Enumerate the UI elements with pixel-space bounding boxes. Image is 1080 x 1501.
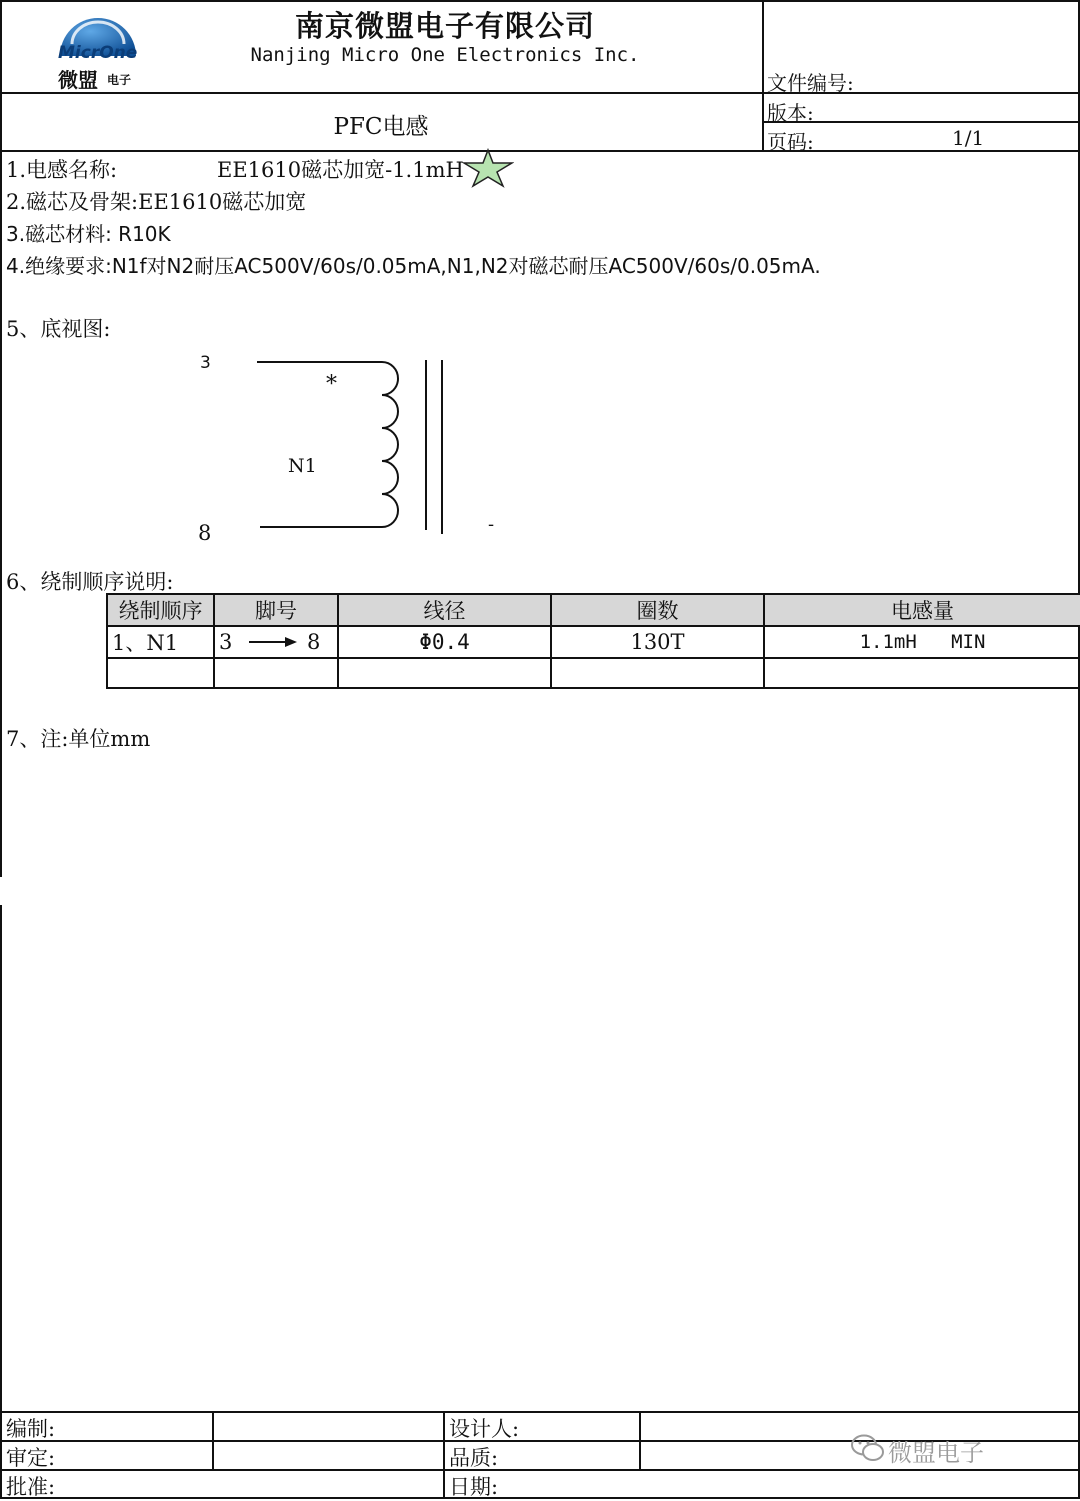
sig-line-3 bbox=[0, 1469, 1080, 1471]
winding-table bbox=[106, 593, 1080, 689]
table-header-row bbox=[107, 594, 1080, 626]
table-header-cell: 脚号 bbox=[214, 594, 338, 626]
winding-name-label: N1 bbox=[288, 455, 317, 477]
header-col-divider bbox=[762, 0, 764, 152]
inductor-schematic bbox=[190, 350, 510, 550]
header-divider bbox=[0, 92, 1080, 94]
pin-cell bbox=[214, 626, 338, 658]
inductance-cell: 1.1mH MIN bbox=[764, 626, 1080, 658]
table-header-cell: 线径 bbox=[338, 594, 551, 626]
reviewed-label: 审定: bbox=[6, 1446, 56, 1470]
bottom-view-heading: 5、底视图: bbox=[6, 317, 111, 341]
company-name-en: Nanjing Micro One Electronics Inc. bbox=[250, 44, 640, 66]
table-header-cell: 绕制顺序 bbox=[107, 594, 214, 626]
sig-col-3 bbox=[639, 1411, 641, 1469]
inductor-name-label: 1.电感名称: bbox=[6, 158, 118, 182]
dot-mark: * bbox=[326, 372, 337, 397]
pin-3-label: 3 bbox=[200, 353, 211, 373]
turns-cell: 130T bbox=[551, 626, 764, 658]
pin-to: 8 bbox=[307, 630, 321, 654]
frame-left-lower bbox=[0, 905, 2, 1499]
pin-from: 3 bbox=[219, 630, 233, 654]
table-row bbox=[107, 658, 1080, 688]
wechat-icon bbox=[850, 1433, 886, 1467]
winding-order-cell: 1、N1 bbox=[107, 626, 214, 658]
sig-line-top bbox=[0, 1411, 1080, 1413]
core-bobbin: 2.磁芯及骨架:EE1610磁芯加宽 bbox=[6, 190, 307, 214]
core-material: 3.磁芯材料: R10K bbox=[6, 222, 171, 246]
dash-mark: - bbox=[488, 514, 495, 535]
table-header-cell: 电感量 bbox=[764, 594, 1080, 626]
arrow-right-icon bbox=[249, 637, 297, 647]
wire-diameter-cell: Φ0.4 bbox=[338, 626, 551, 658]
compiled-label: 编制: bbox=[6, 1417, 56, 1441]
logo-brand-en: MicrOne bbox=[58, 43, 138, 63]
inductor-name-value: EE1610磁芯加宽-1.1mH bbox=[217, 158, 464, 182]
approved-label: 批准: bbox=[6, 1475, 56, 1499]
frame-top bbox=[0, 0, 1080, 2]
insulation-requirement: 4.绝缘要求:N1f对N2耐压AC500V/60s/0.05mA,N1,N2对磁芯耐压AC500V/60s/0.05mA. bbox=[6, 254, 821, 278]
watermark-text: 微盟电子 bbox=[888, 1439, 984, 1467]
company-logo bbox=[50, 4, 145, 92]
quality-label: 品质: bbox=[449, 1446, 499, 1470]
turns-cell bbox=[551, 658, 764, 688]
table-header-cell: 圈数 bbox=[551, 594, 764, 626]
winding-order-cell bbox=[107, 658, 214, 688]
sig-col-1 bbox=[212, 1411, 214, 1469]
title-divider bbox=[0, 150, 1080, 152]
logo-brand-cn-small: 电子 bbox=[107, 73, 132, 87]
table-row bbox=[107, 626, 1080, 658]
pin-cell bbox=[214, 658, 338, 688]
page-value: 1/1 bbox=[952, 126, 985, 150]
date-label: 日期: bbox=[449, 1475, 499, 1499]
sig-col-2 bbox=[443, 1411, 445, 1499]
logo-brand-cn: 微盟 bbox=[58, 68, 98, 92]
document-title: PFC电感 bbox=[333, 114, 429, 140]
designer-label: 设计人: bbox=[449, 1417, 520, 1441]
star-icon bbox=[462, 148, 514, 192]
inductance-cell bbox=[764, 658, 1080, 688]
winding-order-heading: 6、绕制顺序说明: bbox=[6, 570, 174, 594]
company-name-cn: 南京微盟电子有限公司 bbox=[294, 9, 595, 43]
doc-number-label: 文件编号: bbox=[767, 71, 854, 95]
wire-diameter-cell bbox=[338, 658, 551, 688]
pin-8-label: 8 bbox=[198, 521, 212, 545]
page-label: 页码: bbox=[767, 130, 814, 154]
note-heading: 7、注:单位mm bbox=[6, 727, 151, 751]
version-label: 版本: bbox=[767, 101, 814, 125]
